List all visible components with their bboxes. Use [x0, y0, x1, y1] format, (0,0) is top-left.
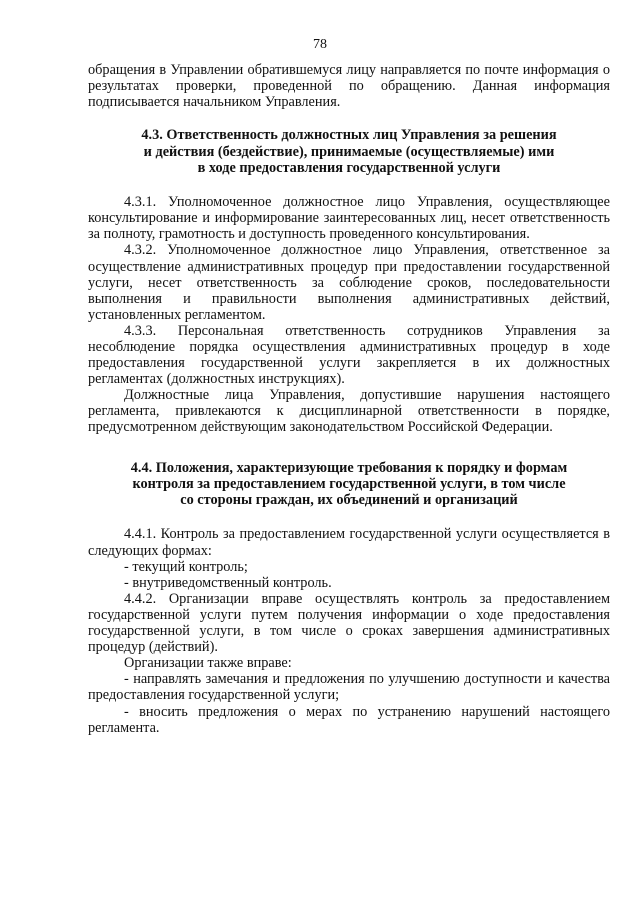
paragraph-4-4-2: 4.4.2. Организации вправе осуществлять контроль за предоставлением государственной услуги путем получения информации о ходе предоставления государственной услуги, в том числе о сроках завершения административных процедур (действий).: [88, 590, 610, 656]
heading-line: 4.4. Положения, характеризующие требования к порядку и формам: [130, 459, 568, 476]
paragraph-4-3-1: 4.3.1. Уполномоченное должностное лицо Управления, осуществляющее консультирование и информирование заинтересованных лиц, несет ответственность за полноту, грамотность и доступность проведенного консультирования.: [88, 194, 610, 243]
page-number: 78: [313, 37, 327, 52]
heading-line: в ходе предоставления государственной услуги: [197, 159, 501, 176]
list-item-proposals: - вносить предложения о мерах по устранению нарушений настоящего регламента.: [88, 703, 610, 736]
paragraph-4-4-1: 4.4.1. Контроль за предоставлением государственной услуги осуществляется в следующих формах:: [88, 526, 610, 559]
heading-line: и действия (бездействие), принимаемые (осуществляемые) ими: [143, 143, 555, 160]
heading-line: 4.3. Ответственность должностных лиц Управления за решения: [141, 127, 557, 144]
heading-line: контроля за предоставлением государственной услуги, в том числе: [132, 475, 566, 492]
paragraph-4-3-2: 4.3.2. Уполномоченное должностное лицо Управления, ответственное за осуществление административных процедур при предоставлении государственной услуги, несет ответственность за соблюдение сроков, последовательности выполнения и правильности выполнения административных действий, установленных регламентом.: [88, 242, 610, 323]
document-body: [88, 62, 610, 736]
heading-line: со стороны граждан, их объединений и организаций: [180, 492, 518, 509]
intro-paragraph: обращения в Управлении обратившемуся лицу направляется по почте информация о результатах проверки, проведенной по обращению. Данная информация подписывается начальником Управления.: [88, 62, 610, 111]
paragraph-4-3-3: 4.3.3. Персональная ответственность сотрудников Управления за несоблюдение порядка осуществления административных процедур в ходе предоставления государственной услуги закрепляется в их должностных регламентах (должностных инструкциях).: [88, 322, 610, 388]
list-item-current-control: - текущий контроль;: [124, 558, 248, 575]
paragraph-organizations-rights: Организации также вправе:: [124, 655, 292, 672]
list-item-internal-control: - внутриведомственный контроль.: [124, 574, 332, 591]
list-item-remarks: - направлять замечания и предложения по улучшению доступности и качества предоставления государственной услуги;: [88, 671, 610, 704]
section-4-3-heading: [88, 127, 610, 176]
paragraph-liability: Должностные лица Управления, допустившие нарушения настоящего регламента, привлекаются к дисциплинарной ответственности в порядке, предусмотренном действующим законодательством Российской Федерации.: [88, 387, 610, 436]
section-4-4-heading: [88, 460, 610, 509]
